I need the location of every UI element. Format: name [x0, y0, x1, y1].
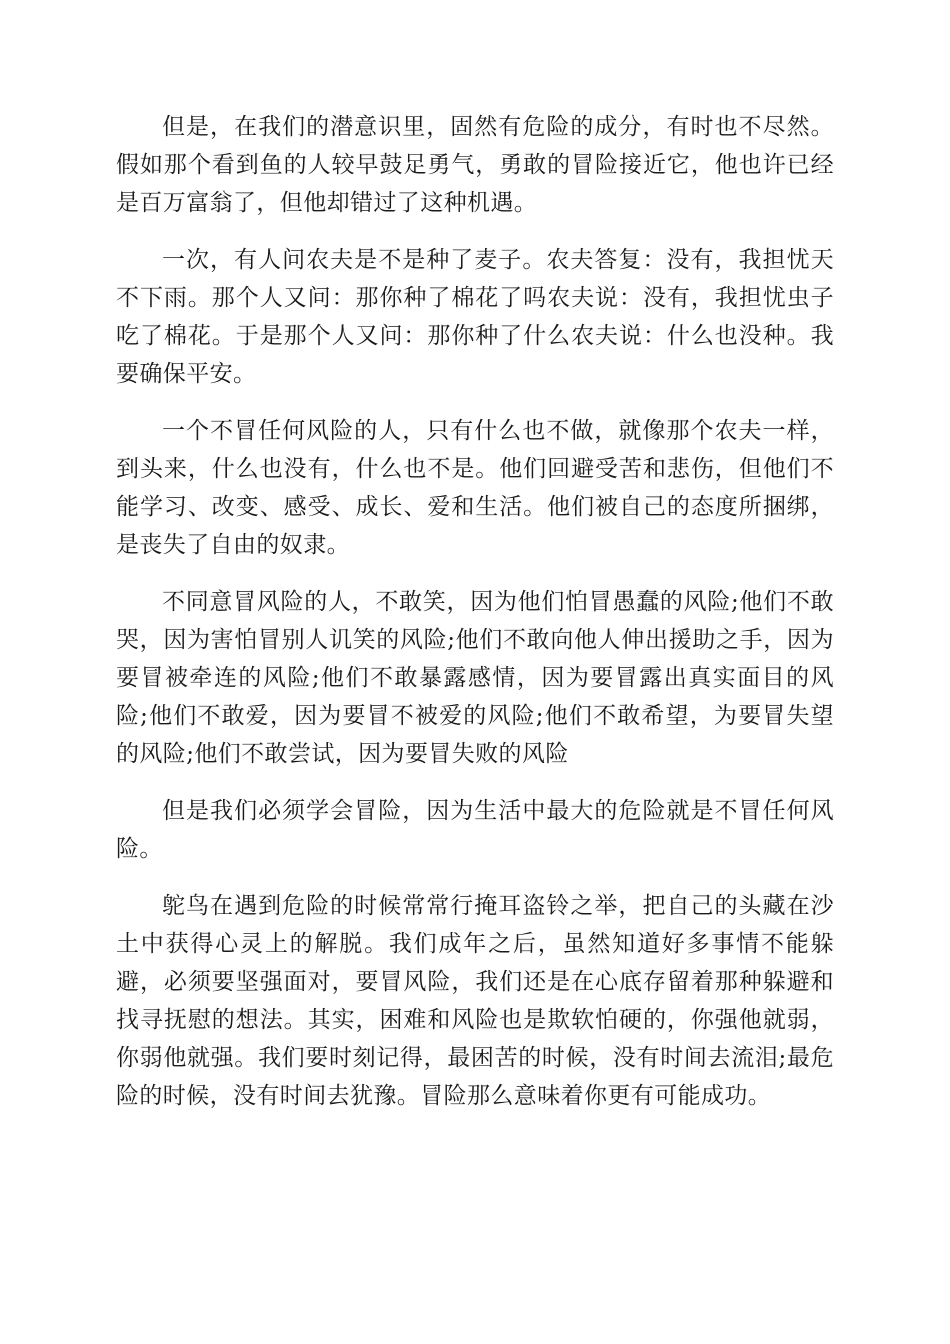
document-body — [116, 108, 834, 1134]
paragraph-5: 但是我们必须学会冒险，因为生活中最大的危险就是不冒任何风险。 — [116, 798, 834, 862]
paragraph-6: 鸵鸟在遇到危险的时候常常行掩耳盗铃之举，把自己的头藏在沙土中获得心灵上的解脱。我们成年之后，虽然知道好多事情不能躲避，必须要坚强面对，要冒风险，我们还是在心底存留着那种躲避和找寻抚慰的想法。其实，困难和风险也是欺软怕硬的，你强他就弱，你弱他就强。我们要时刻记得，最困苦的时候，没有时间去流泪;最危险的时候，没有时间去犹豫。冒险那么意味着你更有可能成功。 — [116, 893, 834, 1109]
paragraph-3: 一个不冒任何风险的人，只有什么也不做，就像那个农夫一样，到头来，什么也没有，什么也不是。他们回避受苦和悲伤，但他们不能学习、改变、感受、成长、爱和生活。他们被自己的态度所捆绑，是丧失了自由的奴隶。 — [116, 418, 834, 558]
paragraph-4: 不同意冒风险的人，不敢笑，因为他们怕冒愚蠢的风险;他们不敢哭，因为害怕冒别人讥笑的风险;他们不敢向他人伸出援助之手，因为要冒被牵连的风险;他们不敢暴露感情，因为要冒露出真实面目的风险;他们不敢爱，因为要冒不被爱的风险;他们不敢希望，为要冒失望的风险;他们不敢尝试，因为要冒失败的风险 — [116, 589, 834, 767]
paragraph-1: 但是，在我们的潜意识里，固然有危险的成分，有时也不尽然。假如那个看到鱼的人较早鼓足勇气，勇敢的冒险接近它，他也许已经是百万富翁了，但他却错过了这种机遇。 — [116, 114, 834, 216]
paragraph-2: 一次，有人问农夫是不是种了麦子。农夫答复：没有，我担忧天不下雨。那个人又问：那你种了棉花了吗农夫说：没有，我担忧虫子吃了棉花。于是那个人又问：那你种了什么农夫说：什么也没种。我要确保平安。 — [116, 247, 834, 387]
